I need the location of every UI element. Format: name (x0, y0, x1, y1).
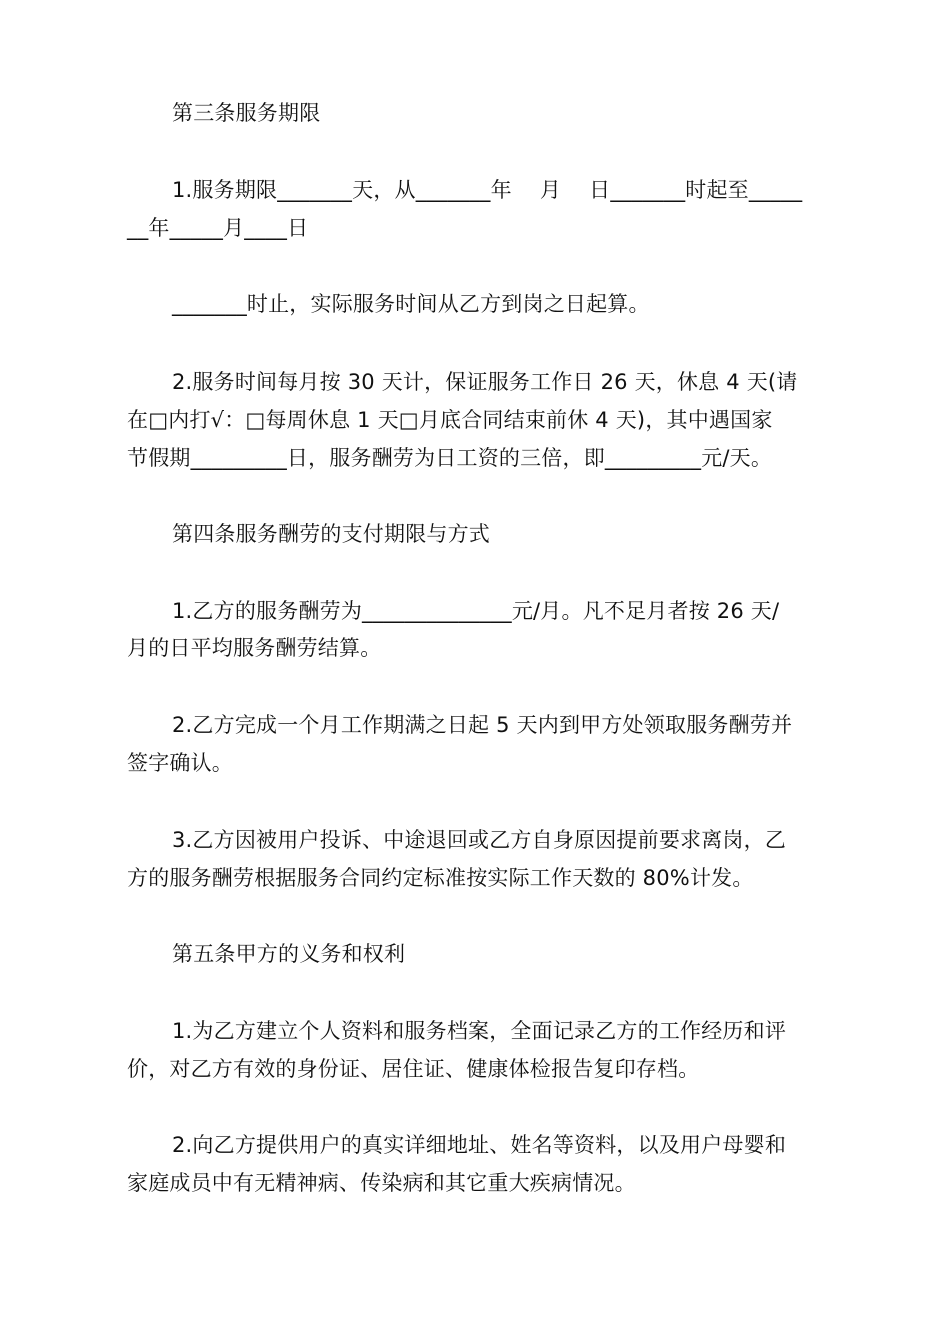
article-4-item-2-line-2: 签字确认。 (127, 751, 233, 775)
article-3-item-2-line-2: 在□内打√：□每周休息 1 天□月底合同结束前休 4 天)，其中遇国家 (127, 408, 773, 432)
article-4-heading: 第四条服务酬劳的支付期限与方式 (172, 522, 490, 546)
article-4-item-1-line-1: 1.乙方的服务酬劳为______________元/月。凡不足月者按 26 天/ (172, 599, 780, 623)
article-3-item-1-line-1: 1.服务期限_______天，从_______年 月 日_______时起至_____ (172, 178, 803, 202)
article-4-item-3-line-2: 方的服务酬劳根据服务合同约定标准按实际工作天数的 80%计发。 (127, 866, 754, 890)
article-5-item-1-line-1: 1.为乙方建立个人资料和服务档案，全面记录乙方的工作经历和评 (172, 1019, 787, 1043)
article-3-item-1-line-3: _______时止，实际服务时间从乙方到岗之日起算。 (172, 292, 650, 316)
article-5-heading: 第五条甲方的义务和权利 (172, 942, 406, 966)
article-4-item-2-line-1: 2.乙方完成一个月工作期满之日起 5 天内到甲方处领取服务酬劳并 (172, 713, 793, 737)
article-4-item-1-line-2: 月的日平均服务酬劳结算。 (127, 636, 382, 660)
article-3-item-1-line-2: __年_____月____日 (127, 216, 309, 240)
article-5-item-1-line-2: 价，对乙方有效的身份证、居住证、健康体检报告复印存档。 (127, 1057, 700, 1081)
article-5-item-2-line-2: 家庭成员中有无精神病、传染病和其它重大疾病情况。 (127, 1171, 636, 1195)
article-5-item-2-line-1: 2.向乙方提供用户的真实详细地址、姓名等资料，以及用户母婴和 (172, 1133, 787, 1157)
article-3-item-2-line-3: 节假期_________日，服务酬劳为日工资的三倍，即_________元/天。 (127, 446, 773, 470)
article-3-heading: 第三条服务期限 (172, 101, 321, 125)
article-4-item-3-line-1: 3.乙方因被用户投诉、中途退回或乙方自身原因提前要求离岗，乙 (172, 828, 787, 852)
article-3-item-2-line-1: 2.服务时间每月按 30 天计，保证服务工作日 26 天，休息 4 天(请 (172, 370, 798, 394)
